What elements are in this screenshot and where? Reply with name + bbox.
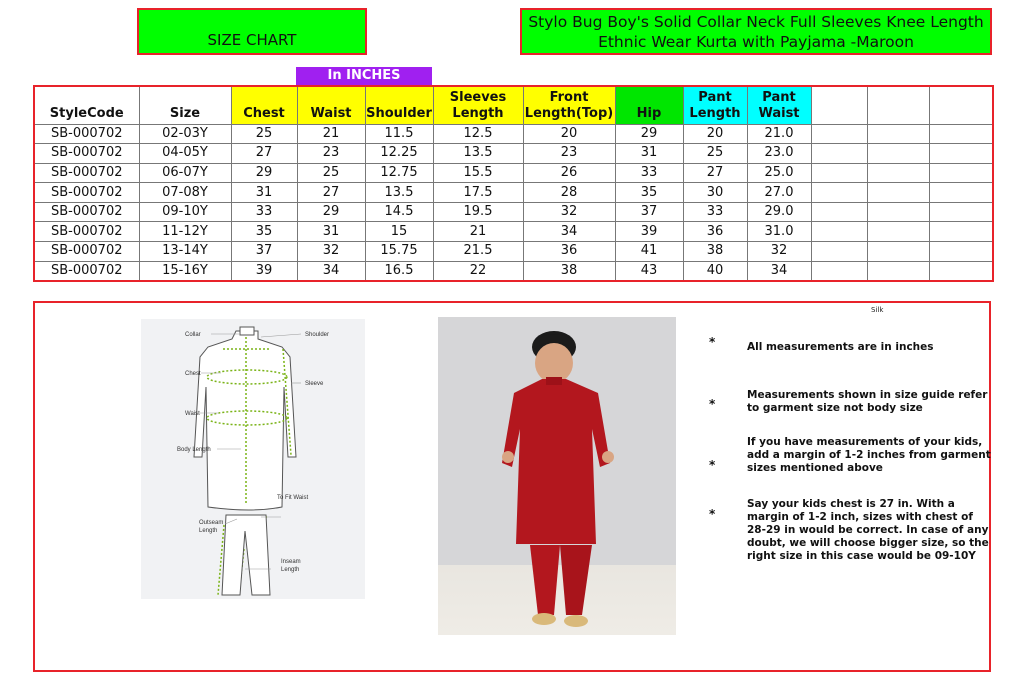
table-cell: 35	[231, 222, 297, 242]
column-header-shoulder	[365, 86, 433, 124]
table-cell: SB-000702	[34, 242, 139, 262]
table-cell	[929, 242, 993, 262]
table-cell: 31.0	[747, 222, 811, 242]
info-panel	[33, 301, 991, 672]
table-cell: 15.75	[365, 242, 433, 262]
table-cell	[867, 124, 929, 144]
table-cell: 15-16Y	[139, 261, 231, 281]
table-cell: 15	[365, 222, 433, 242]
label-inseam-length: Length	[281, 567, 300, 573]
table-cell: 34	[747, 261, 811, 281]
table-cell: 23	[297, 144, 365, 164]
label-shoulder: Shoulder	[305, 332, 330, 338]
fabric-label: Silk	[871, 306, 884, 314]
table-row	[34, 222, 993, 242]
table-cell: 36	[523, 242, 615, 262]
table-cell: 31	[615, 144, 683, 164]
table-cell: 38	[683, 242, 747, 262]
table-cell	[929, 222, 993, 242]
label-outseam: Outseam	[199, 520, 224, 526]
table-cell: 02-03Y	[139, 124, 231, 144]
table-cell: 29	[231, 163, 297, 183]
table-cell: 13-14Y	[139, 242, 231, 262]
header-line-1: Sleeves	[449, 89, 507, 105]
table-cell	[811, 261, 867, 281]
table-row	[34, 163, 993, 183]
table-cell	[929, 163, 993, 183]
table-cell: 14.5	[365, 202, 433, 222]
table-cell	[867, 242, 929, 262]
size-chart-table	[33, 85, 994, 282]
table-row	[34, 202, 993, 222]
table-cell: 29	[615, 124, 683, 144]
label-waist: Waist	[185, 411, 200, 417]
table-cell	[811, 202, 867, 222]
table-cell: 16.5	[365, 261, 433, 281]
table-cell: 28	[523, 183, 615, 203]
table-cell	[929, 183, 993, 203]
table-cell: 31	[297, 222, 365, 242]
size-chart-title	[137, 8, 367, 55]
table-cell: 29.0	[747, 202, 811, 222]
table-cell: 29	[297, 202, 365, 222]
table-row	[34, 242, 993, 262]
column-header-waist	[297, 86, 365, 124]
table-cell: 20	[523, 124, 615, 144]
table-cell: 15.5	[433, 163, 523, 183]
table-cell	[867, 183, 929, 203]
column-header-stylecode	[34, 86, 139, 124]
size-chart-title-text: SIZE CHART	[207, 31, 297, 49]
table-cell: 20	[683, 124, 747, 144]
table-cell	[929, 202, 993, 222]
table-cell: 07-08Y	[139, 183, 231, 203]
header-line-2: StyleCode	[49, 105, 124, 121]
table-cell: 27	[297, 183, 365, 203]
table-cell: SB-000702	[34, 163, 139, 183]
label-collar: Collar	[185, 332, 201, 338]
table-cell: 30	[683, 183, 747, 203]
table-cell: 23.0	[747, 144, 811, 164]
table-cell: 40	[683, 261, 747, 281]
table-row	[34, 183, 993, 203]
label-sleeve: Sleeve	[305, 381, 324, 387]
table-cell: 09-10Y	[139, 202, 231, 222]
column-header-length	[433, 86, 523, 124]
table-cell: 25	[683, 144, 747, 164]
column-header-waist	[747, 86, 811, 124]
bullet-star-icon: *	[709, 507, 716, 521]
table-cell: 12.75	[365, 163, 433, 183]
table-cell: 19.5	[433, 202, 523, 222]
table-header-row	[34, 86, 993, 124]
table-cell: 13.5	[365, 183, 433, 203]
table-cell	[867, 222, 929, 242]
header-line-2: Shoulder	[366, 105, 432, 121]
table-cell: 06-07Y	[139, 163, 231, 183]
table-cell	[867, 202, 929, 222]
header-line-2: Size	[169, 105, 201, 121]
table-cell: 43	[615, 261, 683, 281]
column-header-length-top-	[523, 86, 615, 124]
kurta-pyjama-diagram-icon	[141, 319, 365, 599]
table-cell	[811, 242, 867, 262]
label-inseam: Inseam	[281, 559, 301, 565]
table-cell: 25.0	[747, 163, 811, 183]
note-text: All measurements are in inches	[747, 341, 934, 353]
header-line-1: Front	[549, 89, 589, 105]
table-cell	[811, 144, 867, 164]
table-cell: 31	[231, 183, 297, 203]
header-line-1: Pant	[698, 89, 732, 105]
table-cell	[811, 163, 867, 183]
table-cell: SB-000702	[34, 124, 139, 144]
table-cell: SB-000702	[34, 202, 139, 222]
table-cell	[811, 124, 867, 144]
table-cell: 32	[523, 202, 615, 222]
table-cell: 33	[683, 202, 747, 222]
header-line-2: Length	[452, 105, 504, 121]
label-body-length: Body Length	[177, 447, 211, 453]
header-line-2: Length(Top)	[524, 105, 614, 121]
header-line-2: Length	[689, 105, 741, 121]
table-cell: 36	[683, 222, 747, 242]
units-badge: In INCHES	[296, 67, 432, 85]
table-cell: 33	[615, 163, 683, 183]
column-header-length	[683, 86, 747, 124]
table-cell: 34	[297, 261, 365, 281]
table-cell: 37	[615, 202, 683, 222]
table-cell: 23	[523, 144, 615, 164]
table-cell: 21.5	[433, 242, 523, 262]
header-line-2: Waist	[758, 105, 800, 121]
column-header-chest	[231, 86, 297, 124]
header-line-2: Chest	[243, 105, 285, 121]
note-text: If you have measurements of your kids, add a margin of 1-2 inches from garment sizes mentioned above	[747, 436, 991, 474]
table-cell	[811, 183, 867, 203]
label-chest: Chest	[185, 371, 201, 377]
column-header-hip	[615, 86, 683, 124]
table-cell	[811, 222, 867, 242]
measurement-diagram	[141, 319, 365, 599]
bullet-star-icon: *	[709, 335, 716, 349]
table-cell: 21.0	[747, 124, 811, 144]
note-text: Say your kids chest is 27 in. With a margin of 1-2 inch, sizes with chest of 28-29 in would be correct. In case of any doubt, we will choose bigger size, so the right size in this case would be 09-10Y	[747, 498, 989, 562]
table-cell	[929, 261, 993, 281]
table-cell: 27.0	[747, 183, 811, 203]
table-cell: SB-000702	[34, 183, 139, 203]
table-cell: 21	[297, 124, 365, 144]
table-cell: 39	[615, 222, 683, 242]
header-line-2: Hip	[636, 105, 662, 121]
bullet-star-icon: *	[709, 458, 716, 472]
boy-in-maroon-kurta-image-icon	[438, 317, 676, 635]
label-to-fit-waist: To Fit Waist	[277, 495, 309, 501]
product-title	[520, 8, 992, 55]
table-cell	[867, 163, 929, 183]
table-cell: 27	[231, 144, 297, 164]
table-cell: 21	[433, 222, 523, 242]
table-row	[34, 261, 993, 281]
table-cell: 33	[231, 202, 297, 222]
table-cell: SB-000702	[34, 222, 139, 242]
table-cell: 22	[433, 261, 523, 281]
table-cell	[867, 261, 929, 281]
table-cell: 34	[523, 222, 615, 242]
table-cell: 32	[747, 242, 811, 262]
table-cell: 38	[523, 261, 615, 281]
product-title-text: Stylo Bug Boy's Solid Collar Neck Full Sleeves Knee Length Ethnic Wear Kurta with Payjama -Maroon	[528, 12, 984, 51]
column-header-blank-12	[929, 86, 993, 124]
product-photo	[438, 317, 676, 635]
table-cell: 32	[297, 242, 365, 262]
table-cell: SB-000702	[34, 144, 139, 164]
table-cell: 04-05Y	[139, 144, 231, 164]
table-body	[34, 124, 993, 281]
table-cell: 13.5	[433, 144, 523, 164]
table-cell: SB-000702	[34, 261, 139, 281]
column-header-size	[139, 86, 231, 124]
table-cell: 11.5	[365, 124, 433, 144]
table-cell: 41	[615, 242, 683, 262]
table-cell: 39	[231, 261, 297, 281]
header-line-2: Waist	[310, 105, 352, 121]
table-cell: 26	[523, 163, 615, 183]
table-cell	[929, 124, 993, 144]
table-cell: 27	[683, 163, 747, 183]
table-cell: 11-12Y	[139, 222, 231, 242]
table-cell	[867, 144, 929, 164]
table-cell: 25	[297, 163, 365, 183]
table-cell: 12.25	[365, 144, 433, 164]
label-outseam-length: Length	[199, 528, 218, 534]
table-cell: 35	[615, 183, 683, 203]
table-row	[34, 124, 993, 144]
column-header-blank-10	[811, 86, 867, 124]
table-cell: 12.5	[433, 124, 523, 144]
column-header-blank-11	[867, 86, 929, 124]
table-cell: 17.5	[433, 183, 523, 203]
bullet-star-icon: *	[709, 397, 716, 411]
table-cell	[929, 144, 993, 164]
table-row	[34, 144, 993, 164]
table-cell: 37	[231, 242, 297, 262]
header-line-1: Pant	[762, 89, 796, 105]
note-text: Measurements shown in size guide refer to garment size not body size	[747, 389, 988, 414]
table-cell: 25	[231, 124, 297, 144]
